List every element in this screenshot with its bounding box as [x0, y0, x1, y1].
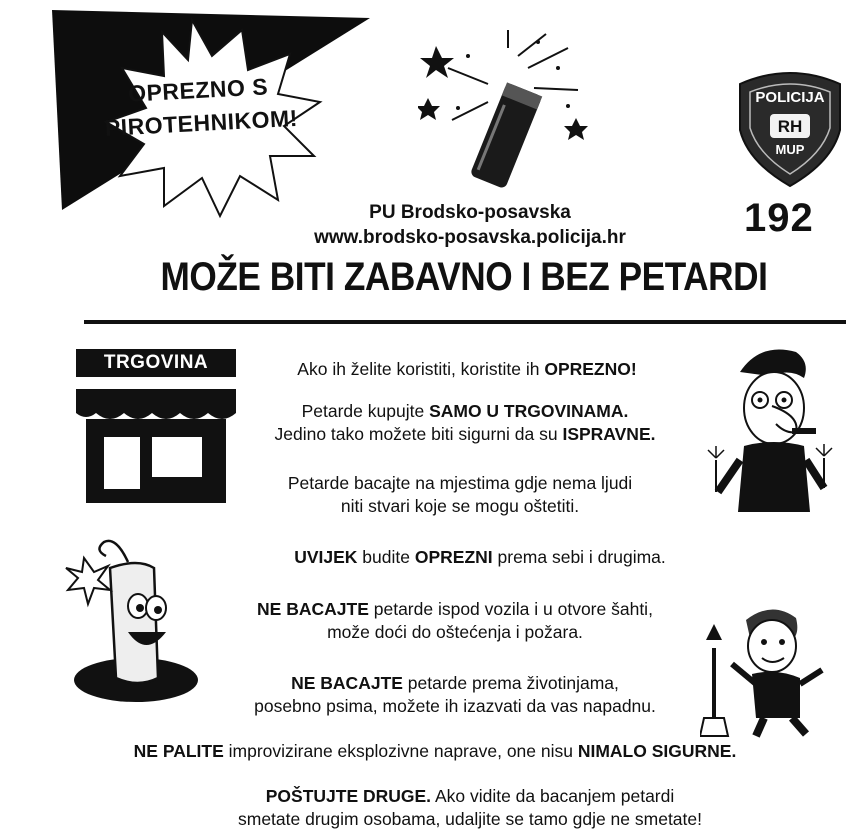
organization-block: [280, 200, 660, 250]
organization-name: PU Brodsko-posavska: [369, 202, 571, 223]
police-badge: [736, 70, 844, 188]
emergency-number: 192: [744, 196, 814, 240]
burst-caption: [102, 69, 299, 146]
boy-with-rocket-illustration: [700, 600, 830, 740]
paragraph-not-under-vehicles: NE BACAJTE petarde ispod vozila i u otvore šahti, može doći do oštećenja i požara.: [257, 599, 653, 642]
paragraph-always-careful: UVIJEK budite OPREZNI prema sebi i drugima.: [294, 547, 666, 567]
paragraph-use-carefully: Ako ih želite koristiti, koristite ih OPREZNO!: [297, 359, 637, 379]
paragraph-respect-others: POŠTUJTE DRUGE. Ako vidite da bacanjem petardi smetate drugim osobama, udaljite se tamo gdje ne smetate!: [238, 786, 702, 829]
burst-line-2: PIROTEHNIKOM!: [104, 105, 299, 142]
shop-label: TRGOVINA: [103, 352, 209, 373]
main-headline: MOŽE BITI ZABAVNO I BEZ PETARDI: [160, 255, 768, 299]
paragraph-throw-where-safe: Petarde bacajte na mjestima gdje nema ljudi niti stvari koje se mogu oštetiti.: [287, 473, 633, 516]
paragraph-no-improvised-devices: NE PALITE improvizirane eksplozivne naprave, one nisu NIMALO SIGURNE.: [133, 741, 737, 761]
firecracker-mascot-illustration: [58, 528, 208, 708]
paragraph-buy-in-stores: Petarde kupujte SAMO U TRGOVINAMA. Jedino tako možete biti sigurni da su ISPRAVNE.: [274, 401, 656, 444]
headline-underline: [84, 320, 846, 324]
badge-top-text: POLICIJA: [755, 89, 825, 106]
paragraph-not-at-animals: NE BACAJTE petarde prema životinjama, posebno psima, možete ih izazvati da vas napadnu.: [254, 673, 656, 716]
badge-middle-text: RH: [777, 117, 803, 136]
website-address: www.brodsko-posavska.policija.hr: [314, 227, 626, 248]
badge-bottom-text: MUP: [775, 142, 805, 157]
firecracker-illustration: [418, 28, 598, 198]
man-with-sparklers-illustration: [700, 342, 840, 522]
burst-line-1: OPREZNO S: [127, 73, 269, 107]
